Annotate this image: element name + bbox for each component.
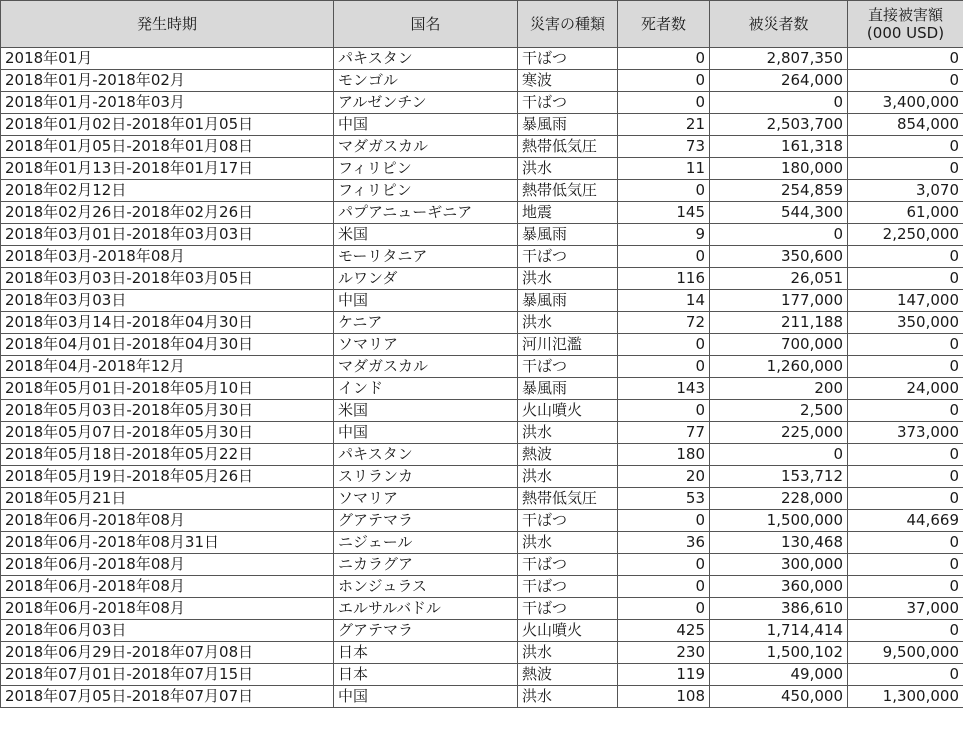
table-row <box>1 48 963 70</box>
cell-disaster-type: 干ばつ <box>518 598 618 620</box>
header-affected: 被災者数 <box>710 1 848 48</box>
table-row <box>1 246 963 268</box>
cell-period: 2018年06月-2018年08月 <box>1 510 334 532</box>
cell-affected: 1,260,000 <box>710 356 848 378</box>
cell-deaths: 0 <box>618 180 710 202</box>
header-disaster-type: 災害の種類 <box>518 1 618 48</box>
cell-disaster-type: 干ばつ <box>518 246 618 268</box>
table-row <box>1 576 963 598</box>
cell-deaths: 9 <box>618 224 710 246</box>
cell-affected: 0 <box>710 224 848 246</box>
cell-country: 米国 <box>334 400 518 422</box>
table-row <box>1 444 963 466</box>
cell-damage: 0 <box>848 488 963 510</box>
table-row <box>1 378 963 400</box>
cell-deaths: 0 <box>618 48 710 70</box>
cell-disaster-type: 火山噴火 <box>518 620 618 642</box>
cell-disaster-type: 洪水 <box>518 312 618 334</box>
table-row <box>1 664 963 686</box>
cell-period: 2018年03月03日-2018年03月05日 <box>1 268 334 290</box>
cell-deaths: 77 <box>618 422 710 444</box>
table-row <box>1 642 963 664</box>
cell-deaths: 143 <box>618 378 710 400</box>
cell-deaths: 53 <box>618 488 710 510</box>
cell-disaster-type: 寒波 <box>518 70 618 92</box>
header-damage <box>848 1 963 48</box>
cell-period: 2018年06月-2018年08月 <box>1 554 334 576</box>
cell-country: パキスタン <box>334 444 518 466</box>
header-damage-label: 直接被害額 <box>867 6 943 24</box>
cell-deaths: 20 <box>618 466 710 488</box>
cell-damage: 0 <box>848 158 963 180</box>
cell-damage: 0 <box>848 268 963 290</box>
cell-affected: 2,500 <box>710 400 848 422</box>
cell-deaths: 230 <box>618 642 710 664</box>
cell-deaths: 11 <box>618 158 710 180</box>
table-row <box>1 180 963 202</box>
cell-damage: 350,000 <box>848 312 963 334</box>
cell-damage: 37,000 <box>848 598 963 620</box>
cell-period: 2018年05月21日 <box>1 488 334 510</box>
cell-disaster-type: 干ばつ <box>518 510 618 532</box>
cell-damage: 44,669 <box>848 510 963 532</box>
cell-deaths: 0 <box>618 554 710 576</box>
cell-country: モーリタニア <box>334 246 518 268</box>
cell-country: フィリピン <box>334 158 518 180</box>
cell-country: 中国 <box>334 114 518 136</box>
cell-period: 2018年03月-2018年08月 <box>1 246 334 268</box>
cell-period: 2018年06月-2018年08月 <box>1 598 334 620</box>
cell-country: エルサルバドル <box>334 598 518 620</box>
cell-period: 2018年05月18日-2018年05月22日 <box>1 444 334 466</box>
cell-period: 2018年03月14日-2018年04月30日 <box>1 312 334 334</box>
cell-damage: 0 <box>848 620 963 642</box>
cell-deaths: 0 <box>618 576 710 598</box>
table-row <box>1 158 963 180</box>
cell-period: 2018年06月-2018年08月 <box>1 576 334 598</box>
cell-damage: 147,000 <box>848 290 963 312</box>
cell-disaster-type: 干ばつ <box>518 48 618 70</box>
table-row <box>1 400 963 422</box>
cell-affected: 544,300 <box>710 202 848 224</box>
table-row <box>1 686 963 708</box>
table-row <box>1 114 963 136</box>
cell-period: 2018年03月01日-2018年03月03日 <box>1 224 334 246</box>
cell-deaths: 145 <box>618 202 710 224</box>
cell-affected: 200 <box>710 378 848 400</box>
cell-affected: 2,503,700 <box>710 114 848 136</box>
cell-damage: 0 <box>848 136 963 158</box>
table-row <box>1 510 963 532</box>
cell-period: 2018年07月01日-2018年07月15日 <box>1 664 334 686</box>
cell-period: 2018年04月01日-2018年04月30日 <box>1 334 334 356</box>
cell-period: 2018年07月05日-2018年07月07日 <box>1 686 334 708</box>
table-row <box>1 268 963 290</box>
cell-affected: 264,000 <box>710 70 848 92</box>
cell-period: 2018年03月03日 <box>1 290 334 312</box>
cell-damage: 3,400,000 <box>848 92 963 114</box>
table-row <box>1 290 963 312</box>
cell-affected: 228,000 <box>710 488 848 510</box>
cell-period: 2018年06月29日-2018年07月08日 <box>1 642 334 664</box>
cell-disaster-type: 洪水 <box>518 532 618 554</box>
cell-country: モンゴル <box>334 70 518 92</box>
cell-affected: 1,500,102 <box>710 642 848 664</box>
table-header-row <box>1 1 963 48</box>
cell-affected: 26,051 <box>710 268 848 290</box>
cell-affected: 0 <box>710 444 848 466</box>
table-row <box>1 466 963 488</box>
cell-affected: 161,318 <box>710 136 848 158</box>
cell-damage: 1,300,000 <box>848 686 963 708</box>
cell-country: マダガスカル <box>334 356 518 378</box>
cell-period: 2018年01月-2018年02月 <box>1 70 334 92</box>
cell-deaths: 21 <box>618 114 710 136</box>
cell-period: 2018年04月-2018年12月 <box>1 356 334 378</box>
table-row <box>1 136 963 158</box>
table-row <box>1 598 963 620</box>
cell-disaster-type: 熱波 <box>518 444 618 466</box>
cell-damage: 0 <box>848 246 963 268</box>
cell-disaster-type: 暴風雨 <box>518 224 618 246</box>
cell-disaster-type: 地震 <box>518 202 618 224</box>
cell-country: グアテマラ <box>334 620 518 642</box>
cell-period: 2018年06月-2018年08月31日 <box>1 532 334 554</box>
cell-affected: 153,712 <box>710 466 848 488</box>
table-row <box>1 488 963 510</box>
cell-period: 2018年01月02日-2018年01月05日 <box>1 114 334 136</box>
cell-damage: 0 <box>848 70 963 92</box>
cell-country: 中国 <box>334 290 518 312</box>
cell-country: フィリピン <box>334 180 518 202</box>
cell-affected: 700,000 <box>710 334 848 356</box>
cell-affected: 360,000 <box>710 576 848 598</box>
cell-country: ニカラグア <box>334 554 518 576</box>
cell-affected: 0 <box>710 92 848 114</box>
cell-disaster-type: 熱波 <box>518 664 618 686</box>
cell-country: ソマリア <box>334 488 518 510</box>
cell-damage: 0 <box>848 554 963 576</box>
cell-damage: 2,250,000 <box>848 224 963 246</box>
cell-deaths: 0 <box>618 400 710 422</box>
cell-affected: 130,468 <box>710 532 848 554</box>
cell-deaths: 73 <box>618 136 710 158</box>
cell-damage: 0 <box>848 356 963 378</box>
table-row <box>1 554 963 576</box>
cell-period: 2018年06月03日 <box>1 620 334 642</box>
cell-affected: 300,000 <box>710 554 848 576</box>
cell-disaster-type: 河川氾濫 <box>518 334 618 356</box>
cell-country: ニジェール <box>334 532 518 554</box>
table-body <box>1 48 963 708</box>
cell-period: 2018年02月26日-2018年02月26日 <box>1 202 334 224</box>
cell-affected: 49,000 <box>710 664 848 686</box>
cell-damage: 0 <box>848 532 963 554</box>
cell-disaster-type: 暴風雨 <box>518 378 618 400</box>
cell-deaths: 119 <box>618 664 710 686</box>
cell-disaster-type: 干ばつ <box>518 576 618 598</box>
table-row <box>1 312 963 334</box>
cell-deaths: 0 <box>618 70 710 92</box>
table-row <box>1 92 963 114</box>
cell-deaths: 180 <box>618 444 710 466</box>
cell-affected: 350,600 <box>710 246 848 268</box>
header-period: 発生時期 <box>1 1 334 48</box>
cell-deaths: 72 <box>618 312 710 334</box>
cell-damage: 0 <box>848 400 963 422</box>
cell-damage: 0 <box>848 576 963 598</box>
cell-deaths: 14 <box>618 290 710 312</box>
cell-disaster-type: 干ばつ <box>518 92 618 114</box>
cell-country: ソマリア <box>334 334 518 356</box>
cell-country: パプアニューギニア <box>334 202 518 224</box>
header-country: 国名 <box>334 1 518 48</box>
cell-country: マダガスカル <box>334 136 518 158</box>
table-row <box>1 532 963 554</box>
cell-damage: 0 <box>848 334 963 356</box>
cell-deaths: 0 <box>618 510 710 532</box>
cell-deaths: 0 <box>618 246 710 268</box>
cell-deaths: 36 <box>618 532 710 554</box>
table-row <box>1 620 963 642</box>
cell-deaths: 116 <box>618 268 710 290</box>
table-row <box>1 356 963 378</box>
cell-deaths: 0 <box>618 92 710 114</box>
table-row <box>1 202 963 224</box>
cell-affected: 225,000 <box>710 422 848 444</box>
cell-period: 2018年01月13日-2018年01月17日 <box>1 158 334 180</box>
cell-damage: 0 <box>848 466 963 488</box>
header-deaths: 死者数 <box>618 1 710 48</box>
cell-deaths: 0 <box>618 334 710 356</box>
cell-damage: 24,000 <box>848 378 963 400</box>
cell-damage: 3,070 <box>848 180 963 202</box>
table-row <box>1 224 963 246</box>
cell-damage: 373,000 <box>848 422 963 444</box>
cell-country: 中国 <box>334 686 518 708</box>
header-damage-unit: (000 USD) <box>866 24 945 42</box>
cell-country: 米国 <box>334 224 518 246</box>
cell-period: 2018年05月19日-2018年05月26日 <box>1 466 334 488</box>
cell-deaths: 425 <box>618 620 710 642</box>
cell-disaster-type: 洪水 <box>518 158 618 180</box>
cell-deaths: 0 <box>618 598 710 620</box>
cell-damage: 854,000 <box>848 114 963 136</box>
cell-country: パキスタン <box>334 48 518 70</box>
cell-disaster-type: 洪水 <box>518 466 618 488</box>
cell-period: 2018年01月 <box>1 48 334 70</box>
cell-disaster-type: 干ばつ <box>518 356 618 378</box>
cell-affected: 450,000 <box>710 686 848 708</box>
cell-disaster-type: 干ばつ <box>518 554 618 576</box>
cell-deaths: 0 <box>618 356 710 378</box>
cell-affected: 386,610 <box>710 598 848 620</box>
cell-affected: 180,000 <box>710 158 848 180</box>
cell-disaster-type: 洪水 <box>518 642 618 664</box>
cell-damage: 61,000 <box>848 202 963 224</box>
cell-country: 中国 <box>334 422 518 444</box>
cell-affected: 2,807,350 <box>710 48 848 70</box>
cell-deaths: 108 <box>618 686 710 708</box>
cell-damage: 0 <box>848 48 963 70</box>
cell-disaster-type: 熱帯低気圧 <box>518 136 618 158</box>
cell-period: 2018年01月05日-2018年01月08日 <box>1 136 334 158</box>
cell-period: 2018年02月12日 <box>1 180 334 202</box>
cell-period: 2018年05月03日-2018年05月30日 <box>1 400 334 422</box>
cell-affected: 177,000 <box>710 290 848 312</box>
cell-country: グアテマラ <box>334 510 518 532</box>
cell-disaster-type: 熱帯低気圧 <box>518 488 618 510</box>
cell-disaster-type: 熱帯低気圧 <box>518 180 618 202</box>
cell-disaster-type: 洪水 <box>518 686 618 708</box>
cell-disaster-type: 火山噴火 <box>518 400 618 422</box>
cell-country: インド <box>334 378 518 400</box>
cell-country: スリランカ <box>334 466 518 488</box>
cell-period: 2018年05月07日-2018年05月30日 <box>1 422 334 444</box>
table-row <box>1 70 963 92</box>
cell-affected: 254,859 <box>710 180 848 202</box>
cell-period: 2018年01月-2018年03月 <box>1 92 334 114</box>
table-row <box>1 422 963 444</box>
cell-country: ルワンダ <box>334 268 518 290</box>
cell-affected: 211,188 <box>710 312 848 334</box>
cell-damage: 0 <box>848 664 963 686</box>
cell-disaster-type: 洪水 <box>518 268 618 290</box>
cell-disaster-type: 暴風雨 <box>518 114 618 136</box>
cell-affected: 1,714,414 <box>710 620 848 642</box>
cell-period: 2018年05月01日-2018年05月10日 <box>1 378 334 400</box>
table-row <box>1 334 963 356</box>
cell-affected: 1,500,000 <box>710 510 848 532</box>
cell-disaster-type: 洪水 <box>518 422 618 444</box>
cell-country: ケニア <box>334 312 518 334</box>
cell-damage: 9,500,000 <box>848 642 963 664</box>
cell-country: アルゼンチン <box>334 92 518 114</box>
cell-country: 日本 <box>334 642 518 664</box>
cell-country: 日本 <box>334 664 518 686</box>
cell-disaster-type: 暴風雨 <box>518 290 618 312</box>
cell-country: ホンジュラス <box>334 576 518 598</box>
cell-damage: 0 <box>848 444 963 466</box>
